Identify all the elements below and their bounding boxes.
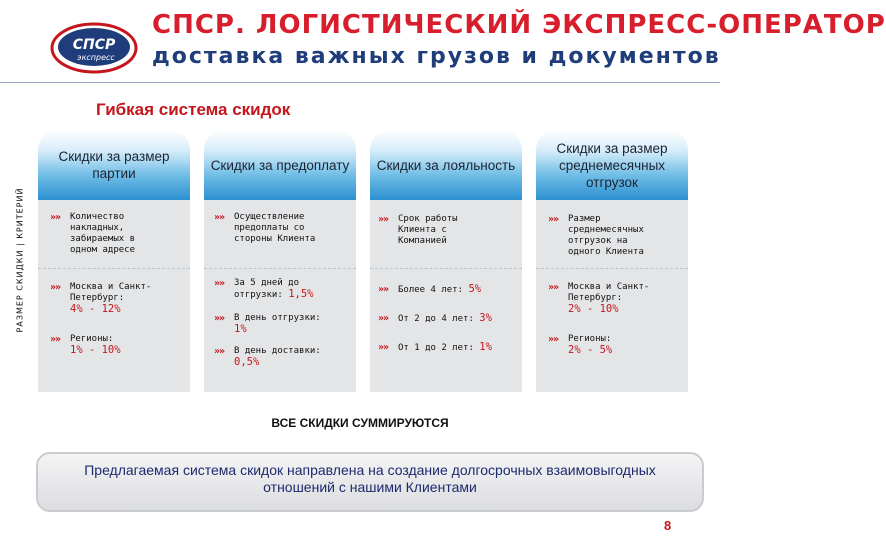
column-header-monthly-volume: Скидки за размер среднемесячных отгрузок	[536, 130, 688, 200]
brand-title: СПСР. ЛОГИСТИЧЕСКИЙ ЭКСПРЕСС-ОПЕРАТОР	[152, 10, 886, 40]
spsr-logo	[48, 18, 140, 76]
discount-item: »» Регионы: 2% - 5%	[548, 334, 613, 356]
bullet-icon: »»	[214, 346, 225, 357]
bullet-icon: »»	[378, 313, 389, 324]
criterion-item: »» Размер среднемесячных отгрузок на одного Клиента	[548, 214, 644, 257]
summary-note: ВСЕ СКИДКИ СУММИРУЮТСЯ	[271, 416, 449, 430]
page-number: 8	[664, 518, 672, 533]
discount-item: »» От 2 до 4 лет: 3%	[378, 312, 492, 324]
column-header-loyalty: Скидки за лояльность	[370, 130, 522, 200]
discount-value: 0,5%	[234, 356, 260, 368]
criterion-item: »» Количество накладных, забираемых в одном адресе	[50, 212, 136, 255]
discount-value: 4% - 12%	[70, 303, 121, 315]
discount-item: »» В день доставки: 0,5%	[214, 346, 321, 368]
bullet-icon: »»	[378, 284, 389, 295]
discount-value: 2% - 10%	[568, 303, 619, 315]
bottom-callout-text: Предлагаемая система скидок направлена на создание долгосрочных взаимовыгодных отношений с нашими Клиентами	[84, 462, 656, 495]
side-label-text: РАЗМЕР СКИДКИ | КРИТЕРИЙ	[15, 187, 25, 333]
discount-value: 1%	[234, 323, 247, 335]
bullet-icon: »»	[548, 214, 559, 225]
discount-item: »» Москва и Санкт- Петербург: 2% - 10%	[548, 282, 650, 315]
criterion-item: »» Осуществление предоплаты со стороны Клиента	[214, 212, 316, 244]
discount-value: 1% - 10%	[70, 344, 121, 356]
bullet-icon: »»	[548, 282, 559, 293]
logo-text-top: СПСР	[72, 37, 116, 53]
logo-text-bottom: экспресс	[77, 53, 115, 62]
page-title: Гибкая система скидок	[96, 100, 291, 119]
brand-subtitle: доставка важных грузов и документов	[152, 44, 721, 69]
discount-value: 1%	[479, 341, 492, 353]
row-divider	[38, 268, 190, 269]
bullet-icon: »»	[378, 342, 389, 353]
side-label	[8, 165, 32, 355]
discount-item: »» В день отгрузки: 1%	[214, 313, 321, 335]
row-divider	[370, 268, 522, 269]
criterion-item: »» Срок работы Клиента с Компанией	[378, 214, 458, 246]
discount-item: »» Регионы: 1% - 10%	[50, 334, 121, 356]
discount-item: »» От 1 до 2 лет: 1%	[378, 341, 492, 353]
bullet-icon: »»	[214, 278, 225, 289]
discount-value: 1,5%	[288, 288, 314, 300]
discount-item: »» Москва и Санкт- Петербург: 4% - 12%	[50, 282, 152, 315]
discount-value: 5%	[468, 283, 482, 295]
bullet-icon: »»	[50, 212, 61, 223]
row-divider	[204, 268, 356, 269]
header-divider	[0, 82, 720, 83]
bullet-icon: »»	[548, 334, 559, 345]
column-header-batch-size: Скидки за размер партии	[38, 130, 190, 200]
bullet-icon: »»	[378, 214, 389, 225]
row-divider	[536, 268, 688, 269]
discount-value: 2% - 5%	[568, 344, 613, 356]
discount-value: 3%	[479, 312, 492, 324]
column-header-prepayment: Скидки за предоплату	[204, 130, 356, 200]
bullet-icon: »»	[50, 282, 61, 293]
discount-item: »» Более 4 лет: 5%	[378, 283, 482, 295]
discount-item: »» За 5 дней до отгрузки: 1,5%	[214, 278, 314, 300]
bullet-icon: »»	[50, 334, 61, 345]
bullet-icon: »»	[214, 313, 225, 324]
bullet-icon: »»	[214, 212, 225, 223]
